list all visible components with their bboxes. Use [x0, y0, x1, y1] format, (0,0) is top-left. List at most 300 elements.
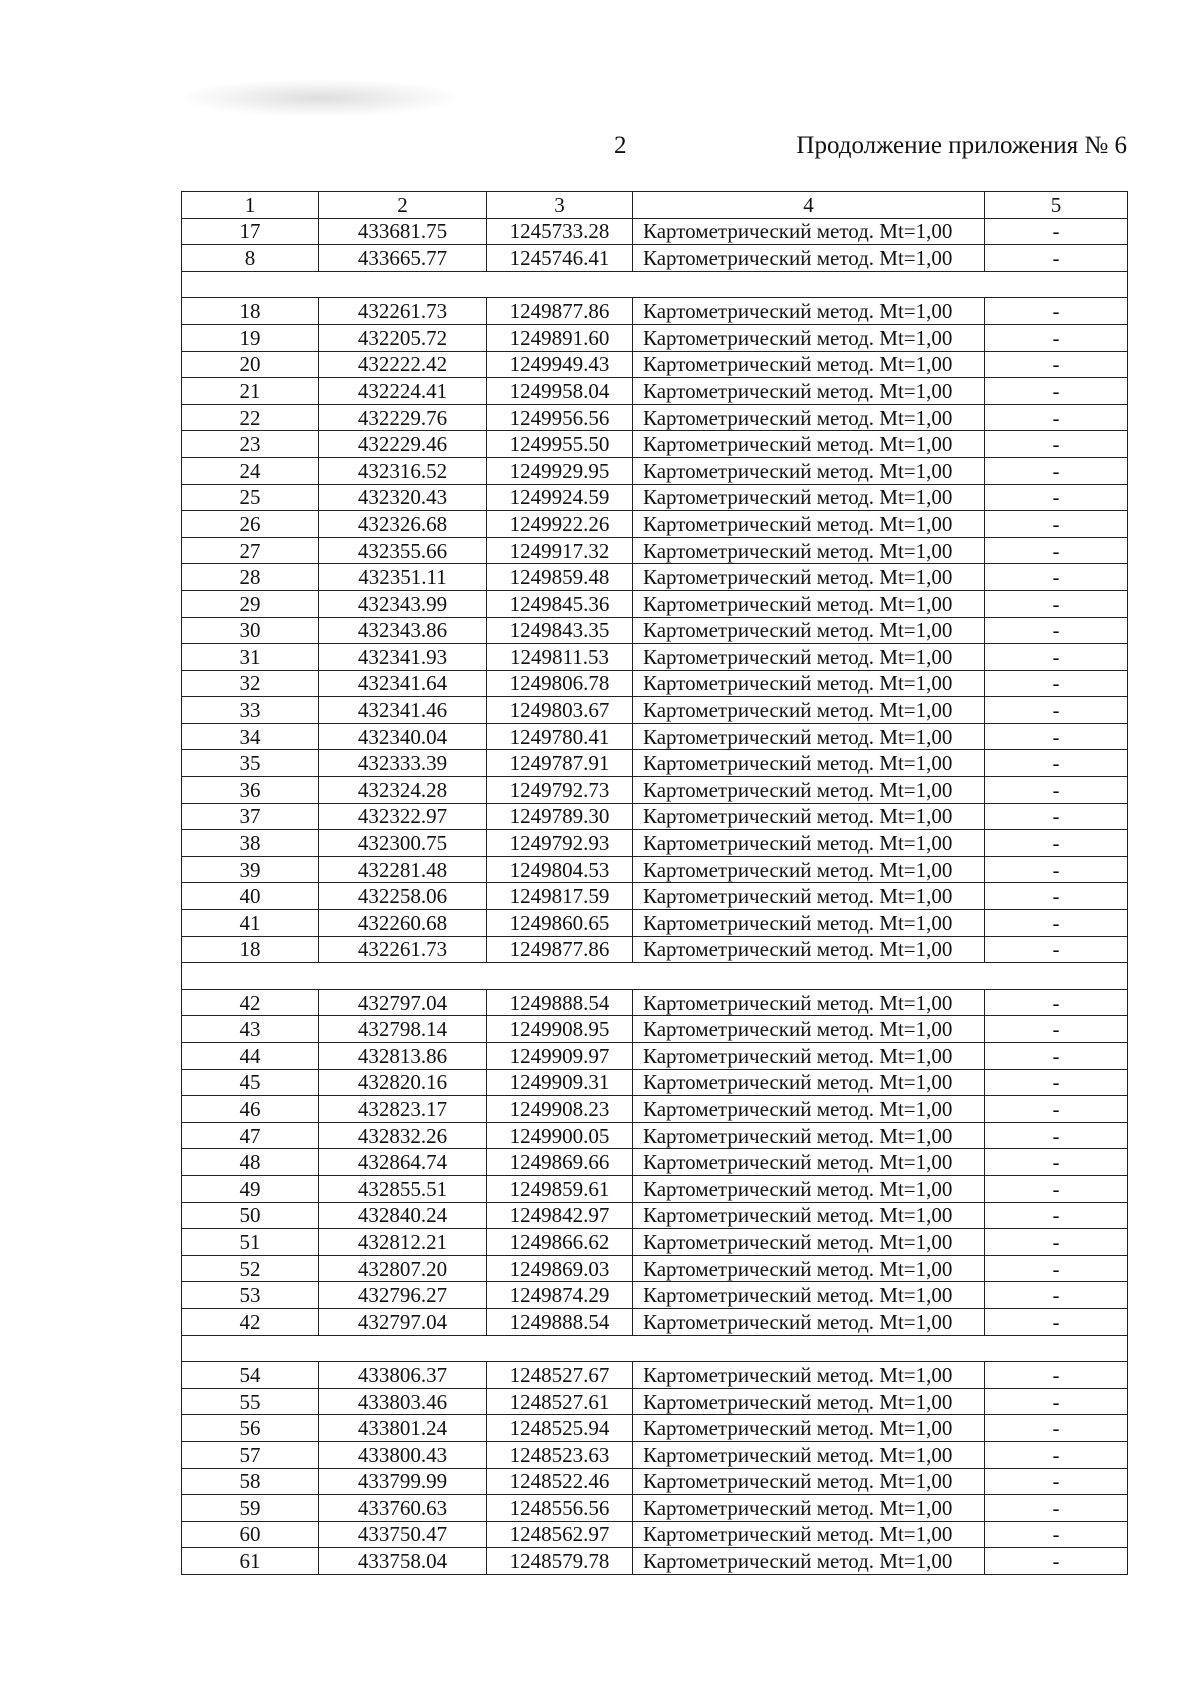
x-coordinate-cell: 432300.75 [319, 830, 487, 857]
method-cell: Картометрический метод. Mt=1,00 [633, 218, 985, 245]
note-cell: - [985, 324, 1128, 351]
x-coordinate-cell: 432261.73 [319, 298, 487, 325]
x-coordinate-cell: 432823.17 [319, 1096, 487, 1123]
table-row [182, 1388, 1128, 1415]
point-number-cell: 38 [182, 830, 319, 857]
table-row [182, 1521, 1128, 1548]
appendix-title: Продолжение приложения № 6 [796, 132, 1127, 159]
x-coordinate-cell: 432855.51 [319, 1175, 487, 1202]
x-coordinate-cell: 432820.16 [319, 1069, 487, 1096]
x-coordinate-cell: 432340.04 [319, 723, 487, 750]
x-coordinate-cell: 432322.97 [319, 803, 487, 830]
y-coordinate-cell: 1249958.04 [487, 378, 633, 405]
note-cell: - [985, 856, 1128, 883]
method-cell: Картометрический метод. Mt=1,00 [633, 590, 985, 617]
table-row [182, 298, 1128, 325]
x-coordinate-cell: 432864.74 [319, 1149, 487, 1176]
coordinates-table [181, 191, 1128, 1575]
table-row [182, 537, 1128, 564]
y-coordinate-cell: 1249780.41 [487, 723, 633, 750]
table-row [182, 723, 1128, 750]
table-row [182, 1149, 1128, 1176]
y-coordinate-cell: 1248556.56 [487, 1495, 633, 1522]
note-cell: - [985, 404, 1128, 431]
note-cell: - [985, 936, 1128, 963]
table-row [182, 351, 1128, 378]
y-coordinate-cell: 1248562.97 [487, 1521, 633, 1548]
table-row [182, 1441, 1128, 1468]
note-cell: - [985, 1468, 1128, 1495]
y-coordinate-cell: 1249888.54 [487, 1308, 633, 1335]
table-row [182, 1548, 1128, 1575]
table-row [182, 1282, 1128, 1309]
method-cell: Картометрический метод. Mt=1,00 [633, 989, 985, 1016]
y-coordinate-cell: 1245733.28 [487, 218, 633, 245]
method-cell: Картометрический метод. Mt=1,00 [633, 1521, 985, 1548]
point-number-cell: 26 [182, 511, 319, 538]
table-row [182, 697, 1128, 724]
y-coordinate-cell: 1249955.50 [487, 431, 633, 458]
table-row [182, 617, 1128, 644]
note-cell: - [985, 564, 1128, 591]
x-coordinate-cell: 432355.66 [319, 537, 487, 564]
note-cell: - [985, 750, 1128, 777]
x-coordinate-cell: 432797.04 [319, 1308, 487, 1335]
method-cell: Картометрический метод. Mt=1,00 [633, 1069, 985, 1096]
group-separator-cell [182, 1335, 1128, 1362]
group-separator-row [182, 271, 1128, 298]
note-cell: - [985, 245, 1128, 272]
method-cell: Картометрический метод. Mt=1,00 [633, 378, 985, 405]
page-header [0, 132, 1200, 168]
note-cell: - [985, 590, 1128, 617]
table-row [182, 1495, 1128, 1522]
table-row [182, 1468, 1128, 1495]
note-cell: - [985, 1202, 1128, 1229]
y-coordinate-cell: 1248523.63 [487, 1441, 633, 1468]
note-cell: - [985, 644, 1128, 671]
x-coordinate-cell: 432281.48 [319, 856, 487, 883]
table-row [182, 1202, 1128, 1229]
y-coordinate-cell: 1248527.67 [487, 1362, 633, 1389]
x-coordinate-cell: 432812.21 [319, 1229, 487, 1256]
point-number-cell: 54 [182, 1362, 319, 1389]
method-cell: Картометрический метод. Mt=1,00 [633, 1415, 985, 1442]
column-header: 3 [487, 192, 633, 219]
x-coordinate-cell: 432797.04 [319, 989, 487, 1016]
method-cell: Картометрический метод. Mt=1,00 [633, 1282, 985, 1309]
x-coordinate-cell: 432341.93 [319, 644, 487, 671]
note-cell: - [985, 1069, 1128, 1096]
method-cell: Картометрический метод. Mt=1,00 [633, 484, 985, 511]
point-number-cell: 60 [182, 1521, 319, 1548]
table-body [182, 192, 1128, 1575]
point-number-cell: 55 [182, 1388, 319, 1415]
point-number-cell: 31 [182, 644, 319, 671]
note-cell: - [985, 1521, 1128, 1548]
y-coordinate-cell: 1249956.56 [487, 404, 633, 431]
method-cell: Картометрический метод. Mt=1,00 [633, 1468, 985, 1495]
note-cell: - [985, 378, 1128, 405]
method-cell: Картометрический метод. Mt=1,00 [633, 910, 985, 937]
note-cell: - [985, 1255, 1128, 1282]
point-number-cell: 30 [182, 617, 319, 644]
method-cell: Картометрический метод. Mt=1,00 [633, 1122, 985, 1149]
note-cell: - [985, 1229, 1128, 1256]
point-number-cell: 48 [182, 1149, 319, 1176]
method-cell: Картометрический метод. Mt=1,00 [633, 644, 985, 671]
y-coordinate-cell: 1249859.61 [487, 1175, 633, 1202]
method-cell: Картометрический метод. Mt=1,00 [633, 856, 985, 883]
x-coordinate-cell: 432324.28 [319, 777, 487, 804]
point-number-cell: 39 [182, 856, 319, 883]
note-cell: - [985, 777, 1128, 804]
point-number-cell: 22 [182, 404, 319, 431]
point-number-cell: 41 [182, 910, 319, 937]
note-cell: - [985, 1175, 1128, 1202]
x-coordinate-cell: 432341.64 [319, 670, 487, 697]
y-coordinate-cell: 1249817.59 [487, 883, 633, 910]
point-number-cell: 27 [182, 537, 319, 564]
y-coordinate-cell: 1249859.48 [487, 564, 633, 591]
column-header: 1 [182, 192, 319, 219]
table-row [182, 1096, 1128, 1123]
point-number-cell: 57 [182, 1441, 319, 1468]
note-cell: - [985, 803, 1128, 830]
table-row [182, 989, 1128, 1016]
table-row [182, 1043, 1128, 1070]
method-cell: Картометрический метод. Mt=1,00 [633, 1441, 985, 1468]
note-cell: - [985, 537, 1128, 564]
group-separator-row [182, 1335, 1128, 1362]
scan-smudge [185, 80, 455, 116]
y-coordinate-cell: 1249929.95 [487, 457, 633, 484]
note-cell: - [985, 723, 1128, 750]
y-coordinate-cell: 1248522.46 [487, 1468, 633, 1495]
point-number-cell: 21 [182, 378, 319, 405]
x-coordinate-cell: 432813.86 [319, 1043, 487, 1070]
x-coordinate-cell: 432224.41 [319, 378, 487, 405]
method-cell: Картометрический метод. Mt=1,00 [633, 1096, 985, 1123]
point-number-cell: 43 [182, 1016, 319, 1043]
table-row [182, 777, 1128, 804]
point-number-cell: 24 [182, 457, 319, 484]
method-cell: Картометрический метод. Mt=1,00 [633, 617, 985, 644]
method-cell: Картометрический метод. Mt=1,00 [633, 324, 985, 351]
y-coordinate-cell: 1248525.94 [487, 1415, 633, 1442]
point-number-cell: 49 [182, 1175, 319, 1202]
method-cell: Картометрический метод. Mt=1,00 [633, 777, 985, 804]
note-cell: - [985, 1441, 1128, 1468]
point-number-cell: 47 [182, 1122, 319, 1149]
table-row [182, 750, 1128, 777]
y-coordinate-cell: 1249806.78 [487, 670, 633, 697]
y-coordinate-cell: 1249787.91 [487, 750, 633, 777]
method-cell: Картометрический метод. Mt=1,00 [633, 1149, 985, 1176]
y-coordinate-cell: 1249860.65 [487, 910, 633, 937]
y-coordinate-cell: 1249909.31 [487, 1069, 633, 1096]
method-cell: Картометрический метод. Mt=1,00 [633, 1388, 985, 1415]
x-coordinate-cell: 432205.72 [319, 324, 487, 351]
y-coordinate-cell: 1249949.43 [487, 351, 633, 378]
point-number-cell: 56 [182, 1415, 319, 1442]
method-cell: Картометрический метод. Mt=1,00 [633, 1043, 985, 1070]
note-cell: - [985, 484, 1128, 511]
point-number-cell: 53 [182, 1282, 319, 1309]
note-cell: - [985, 431, 1128, 458]
table-row [182, 1122, 1128, 1149]
table-row [182, 670, 1128, 697]
y-coordinate-cell: 1249900.05 [487, 1122, 633, 1149]
x-coordinate-cell: 433806.37 [319, 1362, 487, 1389]
x-coordinate-cell: 432796.27 [319, 1282, 487, 1309]
y-coordinate-cell: 1249917.32 [487, 537, 633, 564]
y-coordinate-cell: 1249803.67 [487, 697, 633, 724]
x-coordinate-cell: 432840.24 [319, 1202, 487, 1229]
method-cell: Картометрический метод. Mt=1,00 [633, 511, 985, 538]
x-coordinate-cell: 432351.11 [319, 564, 487, 591]
table-header-row [182, 192, 1128, 219]
y-coordinate-cell: 1249877.86 [487, 298, 633, 325]
point-number-cell: 8 [182, 245, 319, 272]
note-cell: - [985, 1096, 1128, 1123]
note-cell: - [985, 351, 1128, 378]
table-row [182, 883, 1128, 910]
x-coordinate-cell: 432316.52 [319, 457, 487, 484]
method-cell: Картометрический метод. Mt=1,00 [633, 697, 985, 724]
method-cell: Картометрический метод. Mt=1,00 [633, 1548, 985, 1575]
point-number-cell: 36 [182, 777, 319, 804]
y-coordinate-cell: 1249869.66 [487, 1149, 633, 1176]
note-cell: - [985, 1149, 1128, 1176]
column-header: 5 [985, 192, 1128, 219]
column-header: 2 [319, 192, 487, 219]
table-row [182, 856, 1128, 883]
note-cell: - [985, 218, 1128, 245]
method-cell: Картометрический метод. Mt=1,00 [633, 431, 985, 458]
table-row [182, 245, 1128, 272]
x-coordinate-cell: 432326.68 [319, 511, 487, 538]
note-cell: - [985, 670, 1128, 697]
note-cell: - [985, 511, 1128, 538]
point-number-cell: 33 [182, 697, 319, 724]
point-number-cell: 61 [182, 1548, 319, 1575]
table-row [182, 457, 1128, 484]
table-row [182, 564, 1128, 591]
table-row [182, 1229, 1128, 1256]
y-coordinate-cell: 1248579.78 [487, 1548, 633, 1575]
point-number-cell: 59 [182, 1495, 319, 1522]
method-cell: Картометрический метод. Mt=1,00 [633, 1229, 985, 1256]
y-coordinate-cell: 1245746.41 [487, 245, 633, 272]
y-coordinate-cell: 1249924.59 [487, 484, 633, 511]
method-cell: Картометрический метод. Mt=1,00 [633, 1202, 985, 1229]
method-cell: Картометрический метод. Mt=1,00 [633, 564, 985, 591]
table-row [182, 644, 1128, 671]
x-coordinate-cell: 432261.73 [319, 936, 487, 963]
group-separator-row [182, 963, 1128, 990]
x-coordinate-cell: 432222.42 [319, 351, 487, 378]
method-cell: Картометрический метод. Mt=1,00 [633, 404, 985, 431]
x-coordinate-cell: 433801.24 [319, 1415, 487, 1442]
y-coordinate-cell: 1249843.35 [487, 617, 633, 644]
y-coordinate-cell: 1249845.36 [487, 590, 633, 617]
x-coordinate-cell: 432343.86 [319, 617, 487, 644]
x-coordinate-cell: 432260.68 [319, 910, 487, 937]
x-coordinate-cell: 432333.39 [319, 750, 487, 777]
point-number-cell: 18 [182, 298, 319, 325]
point-number-cell: 32 [182, 670, 319, 697]
note-cell: - [985, 457, 1128, 484]
table-row [182, 511, 1128, 538]
note-cell: - [985, 1282, 1128, 1309]
y-coordinate-cell: 1249877.86 [487, 936, 633, 963]
point-number-cell: 35 [182, 750, 319, 777]
note-cell: - [985, 910, 1128, 937]
point-number-cell: 37 [182, 803, 319, 830]
table-row [182, 1362, 1128, 1389]
note-cell: - [985, 1495, 1128, 1522]
note-cell: - [985, 1043, 1128, 1070]
x-coordinate-cell: 433758.04 [319, 1548, 487, 1575]
method-cell: Картометрический метод. Mt=1,00 [633, 537, 985, 564]
table-row [182, 1016, 1128, 1043]
page-number: 2 [614, 132, 627, 159]
note-cell: - [985, 1362, 1128, 1389]
point-number-cell: 20 [182, 351, 319, 378]
x-coordinate-cell: 432229.46 [319, 431, 487, 458]
table-row [182, 936, 1128, 963]
method-cell: Картометрический метод. Mt=1,00 [633, 1255, 985, 1282]
method-cell: Картометрический метод. Mt=1,00 [633, 883, 985, 910]
group-separator-cell [182, 963, 1128, 990]
point-number-cell: 42 [182, 1308, 319, 1335]
point-number-cell: 34 [182, 723, 319, 750]
note-cell: - [985, 1308, 1128, 1335]
y-coordinate-cell: 1249789.30 [487, 803, 633, 830]
y-coordinate-cell: 1249908.95 [487, 1016, 633, 1043]
method-cell: Картометрический метод. Mt=1,00 [633, 803, 985, 830]
table-row [182, 1255, 1128, 1282]
x-coordinate-cell: 432798.14 [319, 1016, 487, 1043]
x-coordinate-cell: 432832.26 [319, 1122, 487, 1149]
point-number-cell: 25 [182, 484, 319, 511]
table-row [182, 910, 1128, 937]
x-coordinate-cell: 433760.63 [319, 1495, 487, 1522]
y-coordinate-cell: 1249888.54 [487, 989, 633, 1016]
note-cell: - [985, 1388, 1128, 1415]
method-cell: Картометрический метод. Mt=1,00 [633, 723, 985, 750]
note-cell: - [985, 697, 1128, 724]
note-cell: - [985, 989, 1128, 1016]
method-cell: Картометрический метод. Mt=1,00 [633, 750, 985, 777]
y-coordinate-cell: 1249869.03 [487, 1255, 633, 1282]
table-row [182, 1175, 1128, 1202]
y-coordinate-cell: 1249804.53 [487, 856, 633, 883]
y-coordinate-cell: 1249909.97 [487, 1043, 633, 1070]
x-coordinate-cell: 433800.43 [319, 1441, 487, 1468]
note-cell: - [985, 1122, 1128, 1149]
x-coordinate-cell: 432258.06 [319, 883, 487, 910]
y-coordinate-cell: 1249866.62 [487, 1229, 633, 1256]
y-coordinate-cell: 1249842.97 [487, 1202, 633, 1229]
note-cell: - [985, 830, 1128, 857]
method-cell: Картометрический метод. Mt=1,00 [633, 830, 985, 857]
method-cell: Картометрический метод. Mt=1,00 [633, 936, 985, 963]
method-cell: Картометрический метод. Mt=1,00 [633, 1362, 985, 1389]
x-coordinate-cell: 432343.99 [319, 590, 487, 617]
method-cell: Картометрический метод. Mt=1,00 [633, 245, 985, 272]
table-row [182, 484, 1128, 511]
point-number-cell: 58 [182, 1468, 319, 1495]
table-row [182, 590, 1128, 617]
x-coordinate-cell: 433681.75 [319, 218, 487, 245]
note-cell: - [985, 1415, 1128, 1442]
y-coordinate-cell: 1248527.61 [487, 1388, 633, 1415]
table-row [182, 431, 1128, 458]
note-cell: - [985, 617, 1128, 644]
table-row [182, 803, 1128, 830]
y-coordinate-cell: 1249891.60 [487, 324, 633, 351]
table-row [182, 324, 1128, 351]
point-number-cell: 50 [182, 1202, 319, 1229]
table-row [182, 218, 1128, 245]
note-cell: - [985, 883, 1128, 910]
table-row [182, 378, 1128, 405]
y-coordinate-cell: 1249792.73 [487, 777, 633, 804]
point-number-cell: 18 [182, 936, 319, 963]
table-row [182, 1415, 1128, 1442]
x-coordinate-cell: 433750.47 [319, 1521, 487, 1548]
point-number-cell: 44 [182, 1043, 319, 1070]
method-cell: Картометрический метод. Mt=1,00 [633, 1016, 985, 1043]
point-number-cell: 45 [182, 1069, 319, 1096]
group-separator-cell [182, 271, 1128, 298]
point-number-cell: 52 [182, 1255, 319, 1282]
x-coordinate-cell: 433803.46 [319, 1388, 487, 1415]
point-number-cell: 40 [182, 883, 319, 910]
note-cell: - [985, 1548, 1128, 1575]
method-cell: Картометрический метод. Mt=1,00 [633, 1175, 985, 1202]
point-number-cell: 28 [182, 564, 319, 591]
y-coordinate-cell: 1249874.29 [487, 1282, 633, 1309]
point-number-cell: 51 [182, 1229, 319, 1256]
x-coordinate-cell: 432229.76 [319, 404, 487, 431]
method-cell: Картометрический метод. Mt=1,00 [633, 670, 985, 697]
method-cell: Картометрический метод. Mt=1,00 [633, 457, 985, 484]
point-number-cell: 23 [182, 431, 319, 458]
note-cell: - [985, 298, 1128, 325]
table-row [182, 1069, 1128, 1096]
x-coordinate-cell: 433665.77 [319, 245, 487, 272]
note-cell: - [985, 1016, 1128, 1043]
y-coordinate-cell: 1249908.23 [487, 1096, 633, 1123]
table-row [182, 404, 1128, 431]
x-coordinate-cell: 432807.20 [319, 1255, 487, 1282]
point-number-cell: 46 [182, 1096, 319, 1123]
y-coordinate-cell: 1249922.26 [487, 511, 633, 538]
point-number-cell: 19 [182, 324, 319, 351]
y-coordinate-cell: 1249792.93 [487, 830, 633, 857]
table-row [182, 830, 1128, 857]
point-number-cell: 17 [182, 218, 319, 245]
method-cell: Картометрический метод. Mt=1,00 [633, 298, 985, 325]
x-coordinate-cell: 433799.99 [319, 1468, 487, 1495]
x-coordinate-cell: 432320.43 [319, 484, 487, 511]
method-cell: Картометрический метод. Mt=1,00 [633, 1495, 985, 1522]
y-coordinate-cell: 1249811.53 [487, 644, 633, 671]
x-coordinate-cell: 432341.46 [319, 697, 487, 724]
